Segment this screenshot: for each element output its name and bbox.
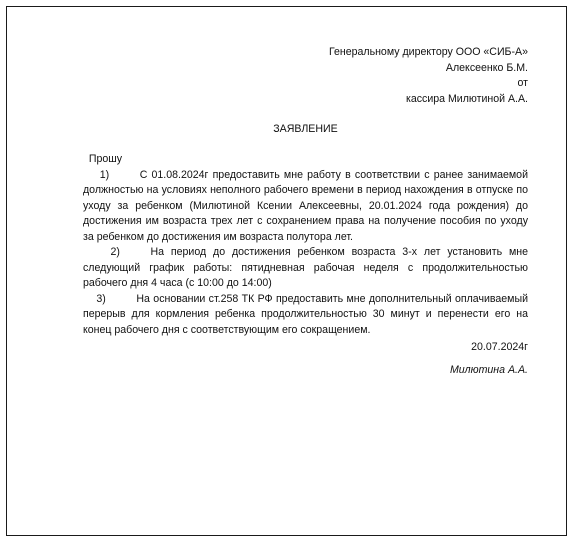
list-item-number: 3) (96, 292, 106, 305)
signature: Милютина А.А. (449, 364, 528, 376)
list-item-text: На основании ст.258 ТК РФ предоставить мне дополнительный оплачиваемый перерыв для кормления ребенка продолжительностью 30 минут и перенести его на конец рабочего дня с соответствующим его сокращением. (83, 292, 528, 336)
document-date: 20.07.2024г (471, 341, 528, 353)
addressee-line-director: Генеральному директору ООО «СИБ-А» (328, 46, 528, 58)
addressee-block (329, 45, 528, 107)
list-item (83, 245, 528, 292)
addressee-line-from: от (517, 77, 528, 89)
list-item-text: На период до достижения ребенком возраста 3-х лет установить мне следующий график работы: пятидневная рабочая неделя с продолжительностью рабочего дня 4 часа (с 10:00 до 14:00) (83, 246, 528, 289)
intro-text: Прошу (88, 153, 123, 165)
document-body (83, 7, 528, 535)
statement-intro (83, 152, 528, 168)
statement-body (83, 152, 528, 338)
list-item-number: 2) (110, 246, 120, 258)
list-item-text: С 01.08.2024г предоставить мне работу в соответствии с ранее занимаемой должностью на условиях неполного рабочего времени в период нахождения в отпуске по уходу за ребенком (Милютиной Ксении Алексеевны, 20.01.2024 года рождения) до достижения им возраста трех лет с сохранением права на получение пособия по уходу за ребенком до достижения им возраста полутора лет. (83, 168, 528, 243)
list-item (83, 292, 528, 339)
document-page (6, 6, 567, 536)
list-item-number: 1) (99, 168, 110, 181)
addressee-line-sender: кассира Милютиной А.А. (405, 92, 528, 105)
addressee-line-name: Алексеенко Б.М. (445, 61, 528, 74)
list-item (83, 168, 528, 246)
document-title: ЗАЯВЛЕНИЕ (273, 123, 338, 135)
